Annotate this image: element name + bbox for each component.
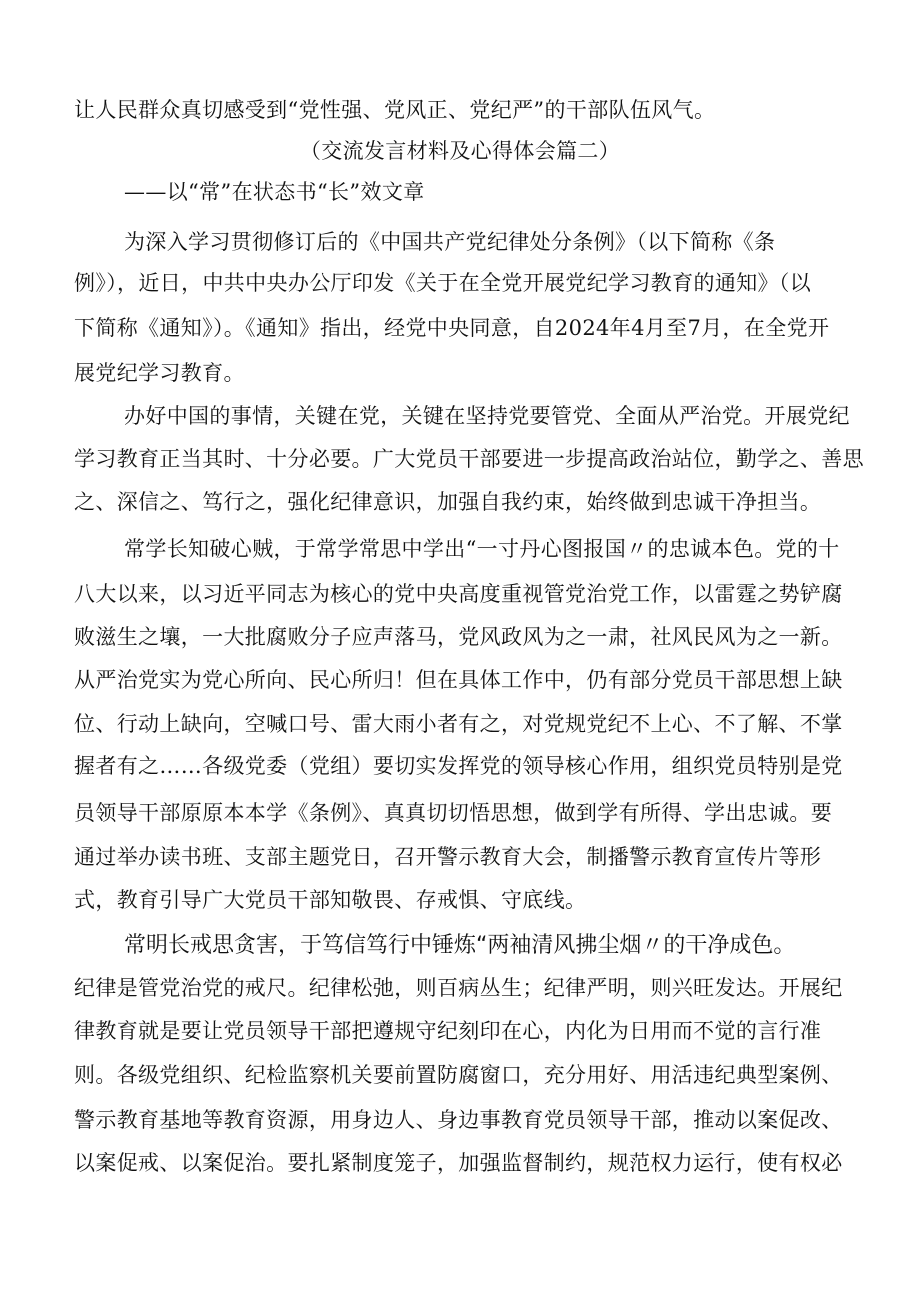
text-line: 则。各级党组织、纪检监察机关要前置防腐窗口，充分用好、用活违纪典型案例、 xyxy=(74,1063,843,1087)
text-line: 以案促戒、以案促治。要扎紧制度笼子，加强监督制约，规范权力运行，使有权必 xyxy=(74,1151,843,1175)
text-line: 办好中国的事情，关键在党，关键在坚持党要管党、全面从严治党。开展党纪 xyxy=(124,404,850,428)
section-subtitle: ——以“常”在状态书“长”效文章 xyxy=(124,180,425,204)
text-line: 学习教育正当其时、十分必要。广大党员干部要进一步提高政治站位，勤学之、善思 xyxy=(74,447,864,471)
text-line: 警示教育基地等教育资源，用身边人、身边事教育党员领导干部，推动以案促改、 xyxy=(74,1108,843,1132)
text-line: 展党纪学习教育。 xyxy=(74,361,245,385)
section-heading: （交流发言材料及心得体会篇二） xyxy=(299,139,621,163)
text-line: 握者有之……各级党委（党组）要切实发挥党的领导核心作用，组织党员特别是党 xyxy=(74,754,843,778)
text-line: 律教育就是要让党员领导干部把遵规守纪刻印在心，内化为日用而不觉的言行准 xyxy=(74,1019,822,1043)
text-line: 纪律是管党治党的戒尺。纪律松弛，则百病丛生；纪律严明，则兴旺发达。开展纪 xyxy=(74,976,843,1000)
text-line: 从严治党实为党心所向、民心所归！但在具体工作中，仍有部分党员干部思想上缺 xyxy=(74,668,843,692)
text-line: 位、行动上缺向，空喊口号、雷大雨小者有之，对党规党纪不上心、不了解、不掌 xyxy=(74,712,843,736)
text-line: 下简称《通知》）。《通知》指出，经党中央同意，自2024年4月至7月，在全党开 xyxy=(74,316,830,340)
text-line: 常学长知破心贼，于常学常思中学出“一寸丹心图报国〃的忠诚本色。党的十 xyxy=(124,537,840,561)
text-line: 为深入学习贯彻修订后的《中国共产党纪律处分条例》（以下简称《条 xyxy=(124,230,776,254)
text-line: 例》），近日，中共中央办公厅印发《关于在全党开展党纪学习教育的通知》（以 xyxy=(74,271,812,295)
text-line: 败滋生之壤，一大批腐败分子应声落马，党风政风为之一肃，社风民风为之一新。 xyxy=(74,625,843,649)
text-line: 式，教育引导广大党员干部知敬畏、存戒惧、守底线。 xyxy=(74,888,587,912)
text-line: 通过举办读书班、支部主题党日，召开警示教育大会，制播警示教育宣传片等形 xyxy=(74,845,822,869)
text-line: 让人民群众真切感受到“党性强、党风正、党纪严”的干部队伍风气。 xyxy=(74,98,716,122)
text-line: 之、深信之、笃行之，强化纪律意识，加强自我约束，始终做到忠诚干净担当。 xyxy=(74,490,822,514)
text-line: 员领导干部原原本本学《条例》、真真切切悟思想，做到学有所得、学出忠诚。要 xyxy=(74,801,833,825)
paragraph-heading: 常明长戒思贪害，于笃信笃行中锤炼“两袖清风拂尘烟〃的干净成色。 xyxy=(124,933,796,958)
text-line: 八大以来，以习近平同志为核心的党中央高度重视管党治党工作，以雷霆之势铲腐 xyxy=(74,582,843,606)
